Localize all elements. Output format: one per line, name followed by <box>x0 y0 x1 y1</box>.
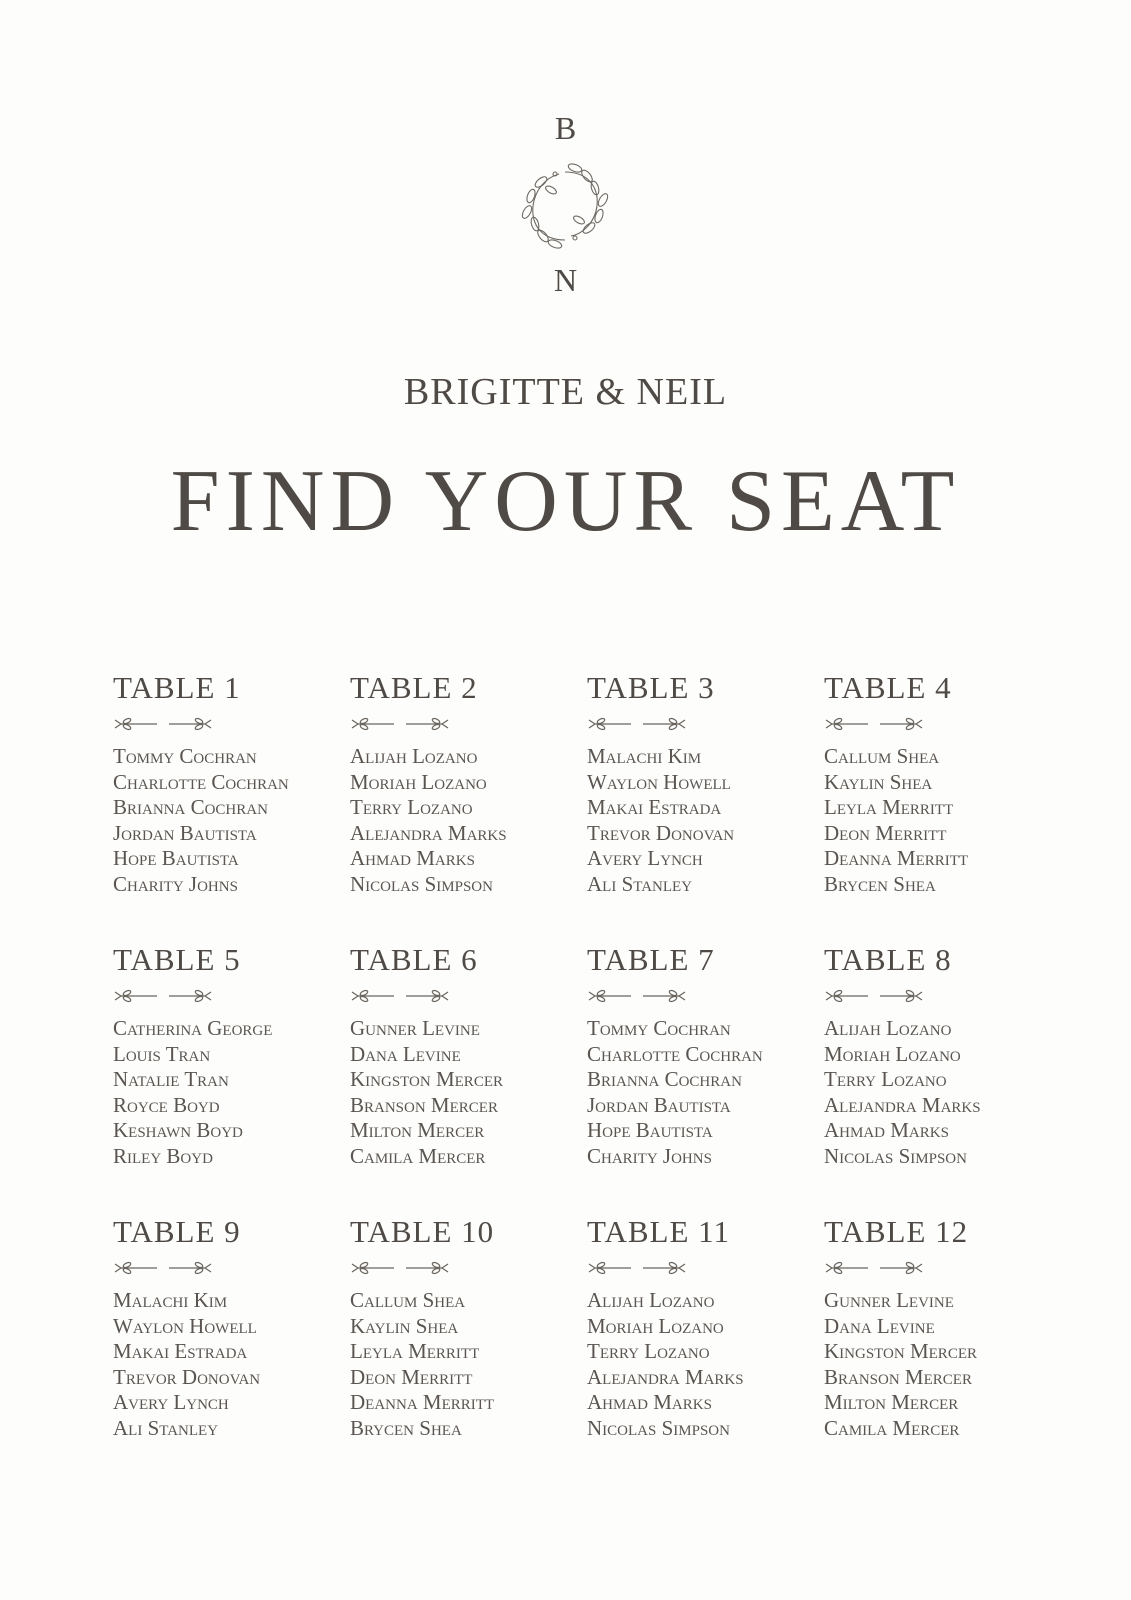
couple-names: BRIGITTE & NEIL <box>403 371 728 413</box>
guest-list <box>587 744 824 898</box>
guest-name: Gunner Levine <box>824 1288 954 1312</box>
guest-name: Alijah Lozano <box>824 1016 952 1040</box>
seating-table-11 <box>587 1216 824 1488</box>
guest-name: Charity Johns <box>587 1143 712 1168</box>
guest-name: Terry Lozano <box>587 1339 710 1364</box>
guest-name: Riley Boyd <box>113 1143 213 1168</box>
guest-name: Nicolas Simpson <box>587 1415 730 1440</box>
guest-name: Branson Mercer <box>350 1092 498 1117</box>
guest-name: Milton Mercer <box>824 1390 959 1415</box>
guest-name: Catherina George <box>113 1016 273 1040</box>
guest-name: Brycen Shea <box>824 871 936 896</box>
guest-name: Malachi Kim <box>587 744 702 768</box>
guest-name: Dana Levine <box>350 1041 461 1066</box>
guest-name: Alejandra Marks <box>587 1364 744 1389</box>
guest-list <box>824 744 1061 898</box>
table-title: TABLE 2 <box>350 670 478 705</box>
table-title: TABLE 5 <box>113 942 241 977</box>
guest-name: Camila Mercer <box>824 1415 960 1440</box>
guest-list <box>824 1016 1061 1170</box>
guest-name: Deon Merritt <box>824 820 947 845</box>
seating-table-12 <box>824 1216 1061 1488</box>
guest-name: Tommy Cochran <box>113 744 257 768</box>
seating-table-6 <box>350 944 587 1216</box>
guest-name: Kingston Mercer <box>824 1339 977 1364</box>
guest-list <box>824 1288 1061 1442</box>
guest-name: Trevor Donovan <box>113 1364 261 1389</box>
monogram-top-letter: B <box>554 110 577 146</box>
guest-name: Charlotte Cochran <box>587 1041 763 1066</box>
guest-list <box>113 1288 350 1442</box>
table-title: TABLE 6 <box>350 942 478 977</box>
seating-table-7 <box>587 944 824 1216</box>
guest-name: Trevor Donovan <box>587 820 735 845</box>
guest-name: Makai Estrada <box>113 1339 248 1364</box>
guest-name: Milton Mercer <box>350 1118 485 1143</box>
leaf-divider-icon <box>113 986 213 1006</box>
guest-name: Alijah Lozano <box>587 1288 715 1312</box>
leaf-divider-icon <box>824 986 924 1006</box>
table-title: TABLE 3 <box>587 670 715 705</box>
guest-name: Kingston Mercer <box>350 1067 503 1092</box>
guest-name: Avery Lynch <box>587 846 703 871</box>
leaf-divider-icon <box>587 986 687 1006</box>
seating-table-2 <box>350 672 587 944</box>
table-title: TABLE 9 <box>113 1214 241 1249</box>
guest-name: Brianna Cochran <box>587 1067 742 1092</box>
guest-name: Royce Boyd <box>113 1092 220 1117</box>
guest-name: Alejandra Marks <box>824 1092 981 1117</box>
guest-name: Alijah Lozano <box>350 744 478 768</box>
guest-name: Louis Tran <box>113 1041 211 1066</box>
leaf-divider-icon <box>350 986 450 1006</box>
guest-name: Deon Merritt <box>350 1364 473 1389</box>
table-title: TABLE 8 <box>824 942 952 977</box>
guest-name: Terry Lozano <box>824 1067 947 1092</box>
guest-list <box>587 1288 824 1442</box>
guest-name: Jordan Bautista <box>587 1092 731 1117</box>
guest-list <box>113 744 350 898</box>
leaf-divider-icon <box>113 1258 213 1278</box>
guest-name: Branson Mercer <box>824 1364 972 1389</box>
leaf-divider-icon <box>824 1258 924 1278</box>
seating-table-4 <box>824 672 1061 944</box>
seating-table-9 <box>113 1216 350 1488</box>
guest-name: Hope Bautista <box>113 846 239 871</box>
guest-name: Moriah Lozano <box>587 1313 724 1338</box>
seating-grid <box>113 672 1073 1488</box>
guest-name: Callum Shea <box>350 1288 466 1312</box>
guest-name: Hope Bautista <box>587 1118 713 1143</box>
leaf-divider-icon <box>587 714 687 734</box>
guest-list <box>350 1016 587 1170</box>
guest-name: Kaylin Shea <box>824 769 933 794</box>
guest-list <box>350 1288 587 1442</box>
guest-name: Leyla Merritt <box>350 1339 480 1364</box>
guest-list <box>350 744 587 898</box>
leaf-divider-icon <box>824 714 924 734</box>
table-title: TABLE 4 <box>824 670 952 705</box>
table-title: TABLE 10 <box>350 1214 495 1249</box>
laurel-wreath-icon <box>515 154 615 254</box>
guest-name: Jordan Bautista <box>113 820 257 845</box>
seating-table-3 <box>587 672 824 944</box>
guest-name: Deanna Merritt <box>824 846 969 871</box>
table-title: TABLE 12 <box>824 1214 969 1249</box>
guest-name: Waylon Howell <box>113 1313 257 1338</box>
guest-name: Gunner Levine <box>350 1016 480 1040</box>
guest-name: Ahmad Marks <box>587 1390 712 1415</box>
guest-list <box>113 1016 350 1170</box>
guest-name: Moriah Lozano <box>824 1041 961 1066</box>
guest-name: Avery Lynch <box>113 1390 229 1415</box>
table-title: TABLE 1 <box>113 670 241 705</box>
guest-name: Callum Shea <box>824 744 940 768</box>
leaf-divider-icon <box>113 714 213 734</box>
seating-table-10 <box>350 1216 587 1488</box>
table-title: TABLE 7 <box>587 942 715 977</box>
guest-name: Brycen Shea <box>350 1415 462 1440</box>
leaf-divider-icon <box>587 1258 687 1278</box>
guest-name: Natalie Tran <box>113 1067 229 1092</box>
leaf-divider-icon <box>350 714 450 734</box>
guest-name: Ahmad Marks <box>350 846 475 871</box>
guest-name: Charlotte Cochran <box>113 769 289 794</box>
guest-name: Alejandra Marks <box>350 820 507 845</box>
guest-name: Keshawn Boyd <box>113 1118 243 1143</box>
guest-name: Ali Stanley <box>113 1415 219 1440</box>
monogram-bottom-letter: N <box>553 262 578 298</box>
guest-name: Brianna Cochran <box>113 795 268 820</box>
guest-name: Camila Mercer <box>350 1143 486 1168</box>
guest-name: Deanna Merritt <box>350 1390 495 1415</box>
page-title: FIND YOUR SEAT <box>170 453 961 550</box>
guest-name: Ahmad Marks <box>824 1118 949 1143</box>
guest-name: Dana Levine <box>824 1313 935 1338</box>
guest-name: Moriah Lozano <box>350 769 487 794</box>
table-title: TABLE 11 <box>587 1214 730 1249</box>
guest-name: Terry Lozano <box>350 795 473 820</box>
guest-name: Nicolas Simpson <box>824 1143 967 1168</box>
guest-list <box>587 1016 824 1170</box>
guest-name: Tommy Cochran <box>587 1016 731 1040</box>
guest-name: Waylon Howell <box>587 769 731 794</box>
guest-name: Leyla Merritt <box>824 795 954 820</box>
guest-name: Makai Estrada <box>587 795 722 820</box>
guest-name: Ali Stanley <box>587 871 693 896</box>
seating-table-5 <box>113 944 350 1216</box>
guest-name: Nicolas Simpson <box>350 871 493 896</box>
seating-table-1 <box>113 672 350 944</box>
guest-name: Charity Johns <box>113 871 238 896</box>
seating-table-8 <box>824 944 1061 1216</box>
leaf-divider-icon <box>350 1258 450 1278</box>
guest-name: Malachi Kim <box>113 1288 228 1312</box>
guest-name: Kaylin Shea <box>350 1313 459 1338</box>
